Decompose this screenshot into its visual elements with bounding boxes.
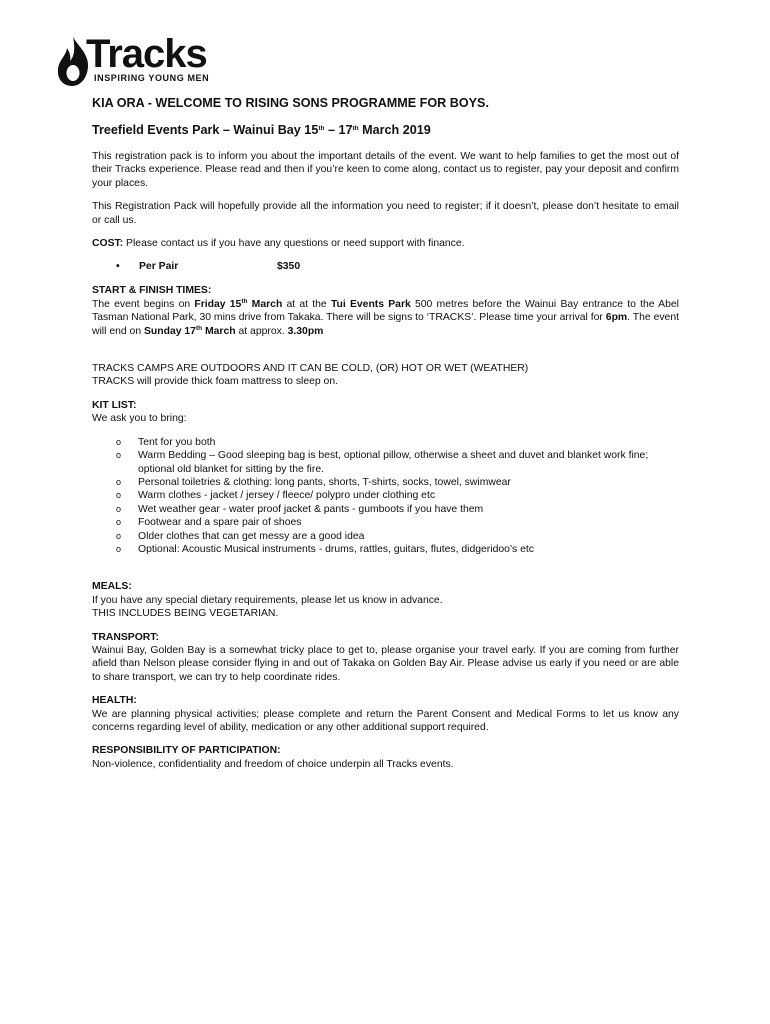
responsibility-section xyxy=(92,744,679,771)
intro-paragraph-2: This Registration Pack will hopefully provide all the information you need to register; if it doesn’t, please don’t hesitate to email or call us. xyxy=(92,201,679,226)
price-value: $350 xyxy=(277,261,301,273)
list-item: o Warm clothes - jacket / jersey / fleece/ polypro under clothing etc xyxy=(116,490,436,502)
list-item: o Footwear and a spare pair of shoes xyxy=(116,517,302,529)
meals-heading: MEALS: xyxy=(92,581,132,593)
logo-tagline: INSPIRING YOUNG MEN xyxy=(94,73,210,83)
responsibility-heading: RESPONSIBILITY OF PARTICIPATION: xyxy=(92,745,281,757)
price-label: Per Pair xyxy=(139,261,179,273)
tracks-logo xyxy=(56,32,226,88)
health-section xyxy=(92,694,679,734)
kit-intro: We ask you to bring: xyxy=(92,413,187,425)
flame-icon xyxy=(56,36,90,88)
bullet-icon: • xyxy=(116,261,120,273)
event-subtitle: Treefield Events Park – Wainui Bay 15th – 17th March 2019 xyxy=(92,123,431,137)
responsibility-paragraph: Non-violence, confidentiality and freedom of choice underpin all Tracks events. xyxy=(92,758,454,770)
price-item xyxy=(92,260,679,274)
health-paragraph: We are planning physical activities; please complete and return the Parent Consent and Medical Forms to let us know any concerns regarding level of ability, medication or any other additional support required. xyxy=(92,708,679,733)
list-item: o Personal toiletries & clothing: long pants, shorts, T-shirts, socks, towel, swimwear xyxy=(116,476,511,488)
cost-paragraph: COST: Please contact us if you have any questions or need support with finance. xyxy=(92,238,465,250)
times-heading: START & FINISH TIMES: xyxy=(92,285,212,297)
transport-section xyxy=(92,631,679,685)
page-title: KIA ORA - WELCOME TO RISING SONS PROGRAMME FOR BOYS. xyxy=(92,96,489,110)
list-item: o Wet weather gear - water proof jacket & pants - gumboots if you have them xyxy=(116,503,484,515)
transport-paragraph: Wainui Bay, Golden Bay is a somewhat tricky place to get to, please organise your travel early. If you are coming from further afield than Nelson please consider flying in and out of Takaka on Golden Bay Air. Please advise us early if you need or are able to share transport, we can try to help coordinate rides. xyxy=(92,644,679,683)
kit-section xyxy=(92,399,679,556)
transport-heading: TRANSPORT: xyxy=(92,631,159,643)
intro-paragraph: This registration pack is to inform you about the important details of the event. We want to help families to get the most out of their Tracks experience. Please read and then if you’re keen to come along, contact us to register, pay your deposit and confirm your places. xyxy=(92,151,679,189)
times-paragraph: The event begins on Friday 15th March at at the Tui Events Park 500 metres before the Wainui Bay entrance to the Abel Tasman National Park, 30 mins drive from Takaka. There will be signs to ‘TRACKS’. Please time your arrival for 6pm. The event will end on Sunday 17th March at approx. 3.30pm xyxy=(92,297,679,337)
document-body xyxy=(92,96,679,771)
health-heading: HEALTH: xyxy=(92,695,137,707)
kit-heading: KIT LIST: xyxy=(92,399,137,411)
kit-list xyxy=(92,436,679,557)
outdoors-note: TRACKS CAMPS ARE OUTDOORS AND IT CAN BE COLD, (OR) HOT OR WET (WEATHER) TRACKS will provide thick foam mattress to sleep on. xyxy=(92,363,529,388)
list-item: o Tent for you both xyxy=(116,436,216,448)
times-section xyxy=(92,284,679,338)
list-item: o Older clothes that can get messy are a good idea xyxy=(116,530,365,542)
list-item: o Warm Bedding – Good sleeping bag is best, optional pillow, otherwise a sheet and duvet and blanket work fine; optional old blanket for sitting by the fire. xyxy=(116,450,649,475)
meals-section: MEALS: If you have any special dietary requirements, please let us know in advance. THIS INCLUDES BEING VEGETARIAN. xyxy=(92,580,679,620)
list-item: o Optional: Acoustic Musical instruments - drums, rattles, guitars, flutes, didgeridoo’s etc xyxy=(116,543,534,555)
logo-wordmark: Tracks xyxy=(86,32,207,76)
